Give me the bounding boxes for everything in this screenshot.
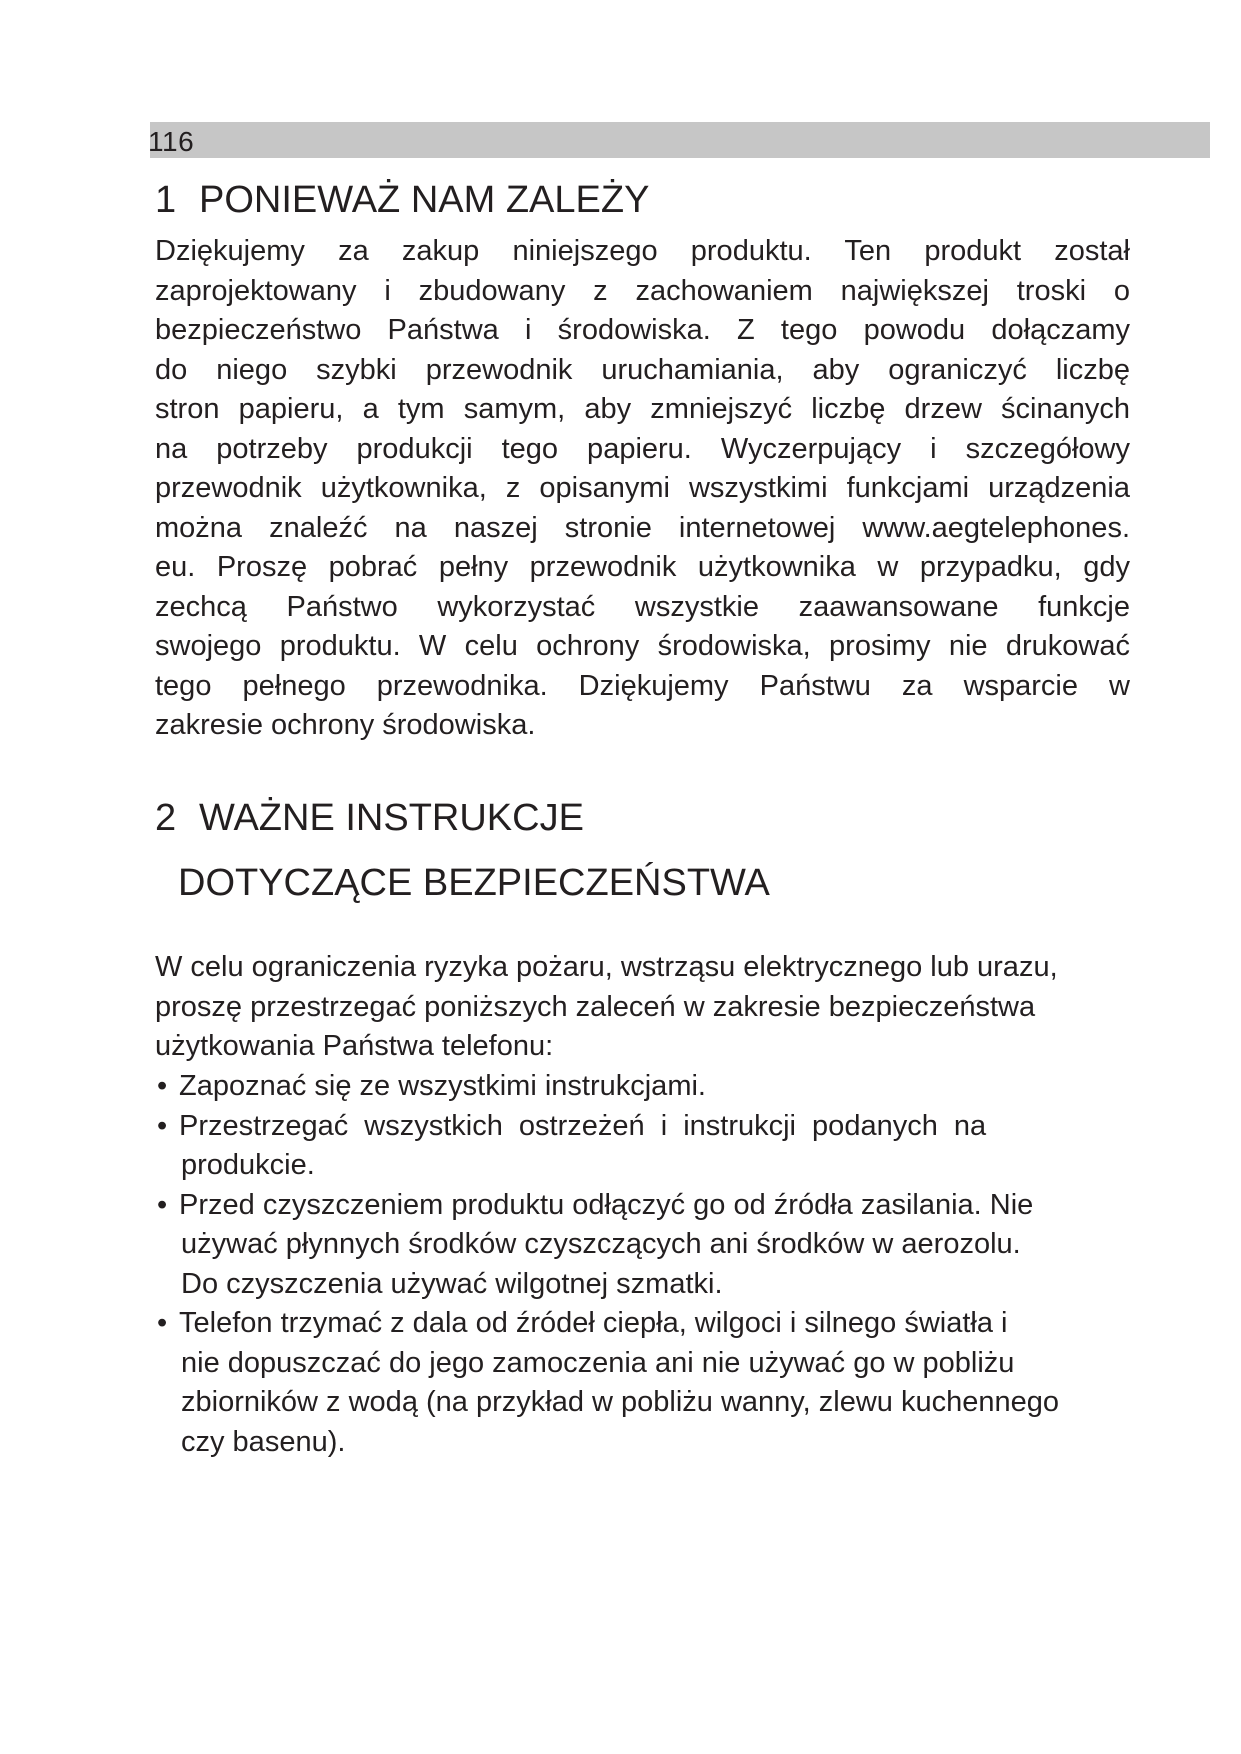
paragraph-line: przewodnik użytkownika, z opisanymi wszystkimi funkcjami urządzenia [155,472,1130,504]
paragraph-line: tego pełnego przewodnika. Dziękujemy Państwu za wsparcie w [155,669,1130,702]
list-item [155,1067,1130,1107]
list-item-line: produkcie. [181,1149,315,1181]
paragraph-line: do niego szybki przewodnik uruchamiania, aby ograniczyć liczbę [155,353,1130,386]
list-item-line: czy basenu). [181,1425,346,1458]
list-item-line: używać płynnych środków czyszczących ani środków w aerozolu. [181,1228,1021,1260]
paragraph-line: bezpieczeństwo Państwa i środowiska. Z tego powodu dołączamy [155,314,1130,346]
page-header-bar [150,122,1210,158]
intro-paragraph [155,232,1130,746]
bullet-icon: • [157,1109,168,1142]
list-item [155,1304,1130,1462]
section-2-title-line2: DOTYCZĄCE BEZPIECZEŃSTWA [178,862,770,904]
paragraph-line: użytkowania Państwa telefonu: [155,1030,554,1062]
paragraph-line: na potrzeby produkcji tego papieru. Wyczerpujący i szczegółowy [155,432,1130,465]
safety-intro-paragraph [155,948,1130,1067]
section-1-number: 1 [155,179,177,221]
paragraph-line: proszę przestrzegać poniższych zaleceń w zakresie bezpieczeństwa [155,990,1036,1023]
list-item-line: Przestrzegać wszystkich ostrzeżeń i instrukcji podanych na [179,1109,987,1142]
paragraph-line: eu. Proszę pobrać pełny przewodnik użytkownika w przypadku, gdy [155,551,1130,583]
section-2-title-line1: WAŻNE INSTRUKCJE [199,797,584,839]
list-item-line: nie dopuszczać do jego zamoczenia ani nie używać go w pobliżu [181,1346,1015,1379]
paragraph-line: zaprojektowany i zbudowany z zachowaniem największej troski o [155,274,1130,307]
list-item-line: Zapoznać się ze wszystkimi instrukcjami. [179,1070,706,1102]
list-item-line: zbiorników z wodą (na przykład w pobliżu wanny, zlewu kuchennego [181,1386,1059,1418]
list-item-line: Do czyszczenia używać wilgotnej szmatki. [181,1267,723,1300]
section-2-heading [155,797,584,839]
list-item [155,1107,1130,1186]
paragraph-line: stron papieru, a tym samym, aby zmniejszyć liczbę drzew ścinanych [155,393,1130,425]
paragraph-line: zakresie ochrony środowiska. [155,709,536,741]
section-1-title: PONIEWAŻ NAM ZALEŻY [199,179,650,221]
safety-instructions-list [155,1067,1130,1462]
list-item-line: Telefon trzymać z dala od źródeł ciepła, wilgoci i silnego światła i [179,1307,1008,1339]
bullet-icon: • [157,1070,168,1102]
paragraph-line: W celu ograniczenia ryzyka pożaru, wstrząsu elektrycznego lub urazu, [155,951,1058,983]
bullet-icon: • [157,1188,168,1221]
section-2-heading-continued [178,862,770,904]
list-item-line: Przed czyszczeniem produktu odłączyć go od źródła zasilania. Nie [179,1188,1034,1221]
section-1-heading [155,179,649,221]
paragraph-line: zechcą Państwo wykorzystać wszystkie zaawansowane funkcje [155,590,1130,623]
paragraph-line: swojego produktu. W celu ochrony środowiska, prosimy nie drukować [155,630,1130,662]
section-2-number: 2 [155,797,177,839]
list-item [155,1186,1130,1305]
page-number: 116 [148,126,195,157]
paragraph-line: można znaleźć na naszej stronie internetowej www.aegtelephones. [155,511,1130,544]
bullet-icon: • [157,1307,168,1339]
paragraph-line: Dziękujemy za zakup niniejszego produktu. Ten produkt został [155,235,1130,267]
